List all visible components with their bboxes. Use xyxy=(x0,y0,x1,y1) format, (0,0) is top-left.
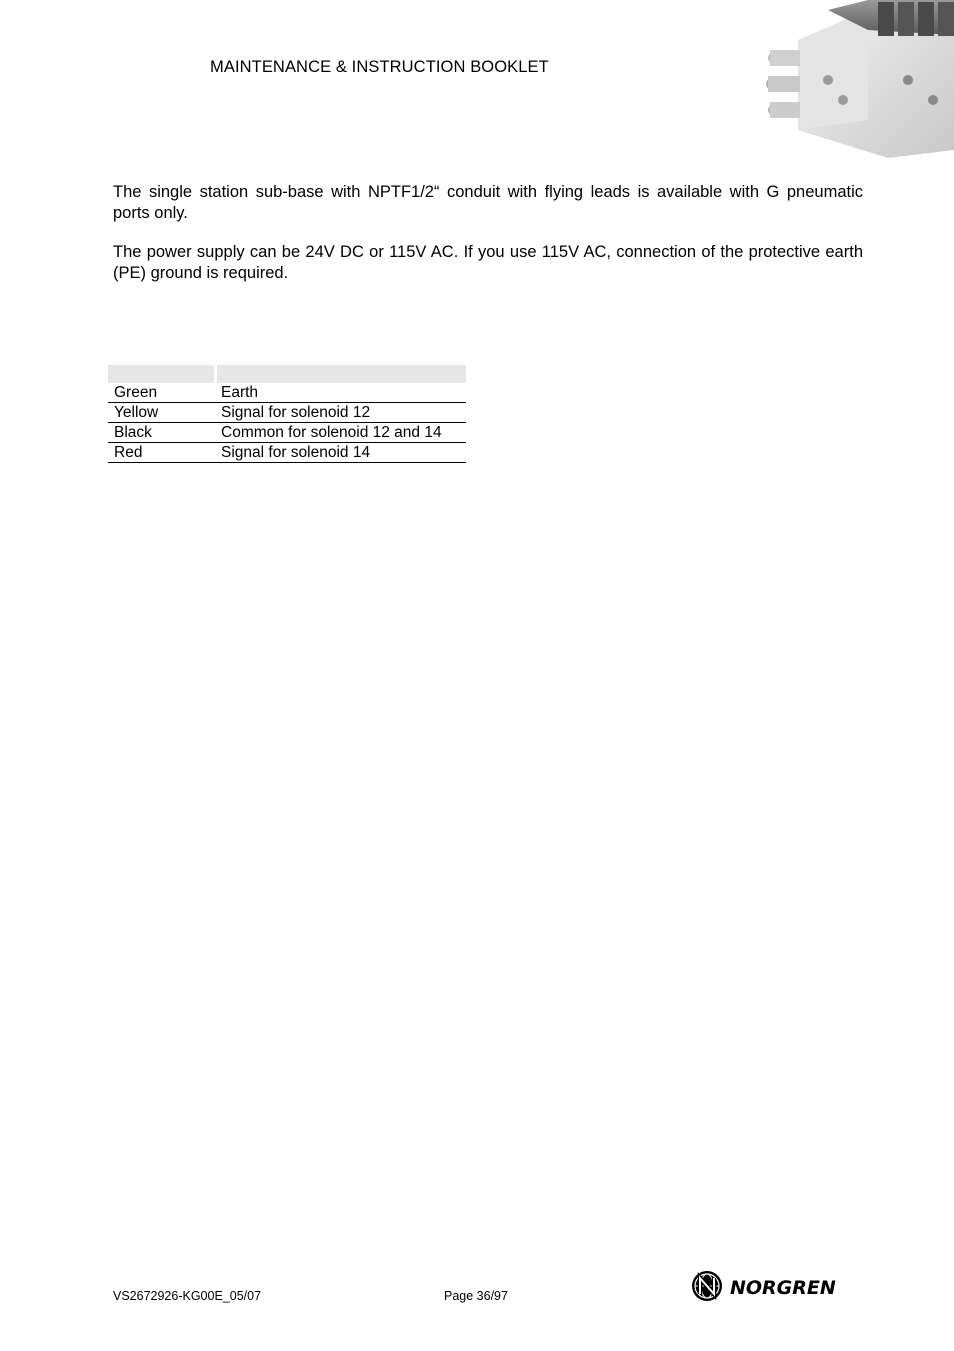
wire-function-cell: Signal for solenoid 14 xyxy=(215,443,466,463)
table-header-cell-color xyxy=(108,365,215,383)
table-row xyxy=(108,383,466,403)
wire-color-cell: Red xyxy=(108,443,215,463)
document-id: VS2672926-KG00E_05/07 xyxy=(113,1289,262,1303)
table-row xyxy=(108,403,466,423)
wire-color-cell: Yellow xyxy=(108,403,215,423)
wire-function-cell: Earth xyxy=(215,383,466,403)
wire-color-cell: Green xyxy=(108,383,215,403)
table-header-row xyxy=(108,365,466,383)
paragraph-subbase-info: The single station sub-base with NPTF1/2“ conduit with flying leads is available with G pneumatic ports only. xyxy=(113,183,863,222)
valve-manifold-photo-icon xyxy=(758,0,954,160)
table-header-cell-function xyxy=(215,365,466,383)
paragraph-power-supply: The power supply can be 24V DC or 115V AC. If you use 115V AC, connection of the protective earth (PE) ground is required. xyxy=(113,243,863,282)
document-title: MAINTENANCE & INSTRUCTION BOOKLET xyxy=(210,58,549,76)
logo-text: NORGREN xyxy=(730,1277,836,1299)
wire-color-table xyxy=(108,365,466,463)
wire-function-cell: Signal for solenoid 12 xyxy=(215,403,466,423)
table-row xyxy=(108,443,466,463)
wire-function-cell: Common for solenoid 12 and 14 xyxy=(215,423,466,443)
page-number: Page 36/97 xyxy=(444,1289,508,1303)
table-row xyxy=(108,423,466,443)
norgren-globe-logo-icon xyxy=(690,1268,865,1304)
wire-color-cell: Black xyxy=(108,423,215,443)
